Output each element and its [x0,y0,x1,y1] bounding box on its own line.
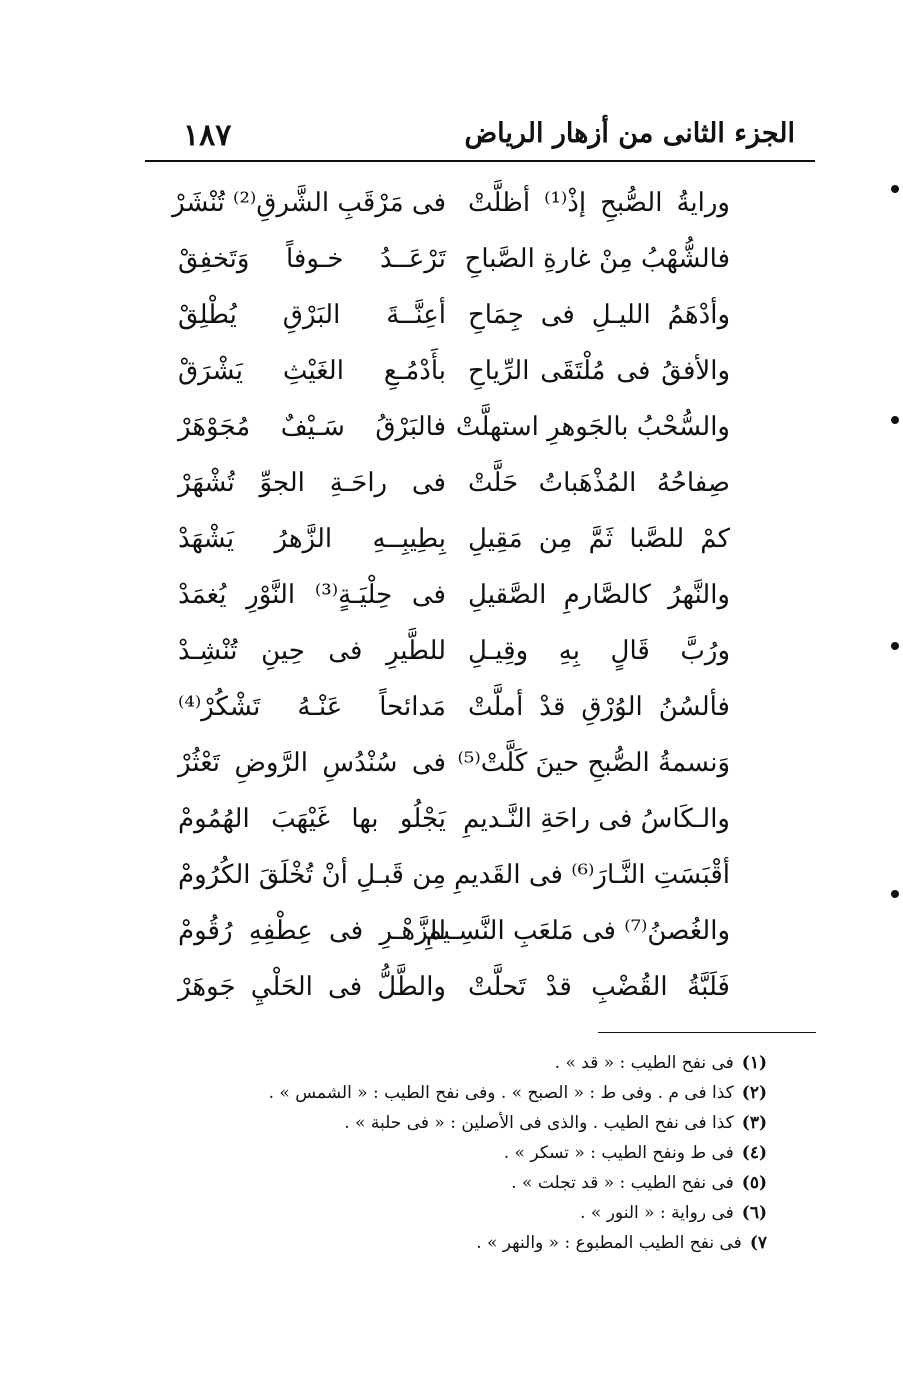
verse-line [178,524,730,580]
margin-dot [891,642,899,650]
first-hemistich: كمْ للصَّبا ثَمَّ مِن مَقِيلِ [468,524,730,554]
footnote-number: (٥) [741,1173,767,1193]
verse-line [172,188,730,244]
verse-line [178,300,730,356]
second-hemistich: والطَّلُّ فى الحَلْيِ جَوهَرْ [178,972,446,1002]
verse-line [178,356,730,412]
verse-line [178,580,730,636]
second-hemistich: فالبَرْقُ سَـيْفٌ مُجَوْهَرْ [178,412,446,442]
second-hemistich: للطَّيرِ فى حِينِ تُنْشِـدْ [178,636,446,666]
verse-line [178,468,730,524]
verse-line [178,636,730,692]
running-title: الجزء الثانى من أزهار الرياض [464,118,795,149]
first-hemistich: والغُصنُ⁽⁷⁾ فى مَلعَبِ النَّسِـيمِ [425,916,730,946]
footnote-number: (٢) [741,1083,767,1103]
first-hemistich: صِفاحُهُ المُذْهَباتُ حَلَّتْ [468,468,730,498]
footnote-text: فى ط ونفح الطيب : « تسكر » . [503,1143,734,1163]
first-hemistich: ورُبَّ قَالٍ بِهِ وقِيـلِ [468,636,730,666]
footnote-rule [598,1032,816,1033]
verse-line [178,412,730,468]
margin-dot [891,890,899,898]
verse-line [178,916,730,972]
header-rule [145,160,815,162]
second-hemistich: يَجْلُو بها غَيْهَبَ الهُمُومْ [178,804,446,834]
footnote [127,1168,767,1198]
first-hemistich: والأفقُ فى مُلْتَقَى الرِّياحِ [468,356,730,386]
footnote [127,1138,767,1168]
first-hemistich: وأدْهَمُ الليـلِ فى جِمَاحِ [468,300,730,330]
verse-line [178,804,730,860]
footnote-text: فى نفح الطيب : « قد » . [554,1053,734,1073]
second-hemistich: أعِنَّــةَ البَرْقِ يُطْلِقْ [178,300,446,330]
footnotes [127,1048,767,1258]
first-hemistich: والسُّحْبُ بالجَوهرِ استهلَّتْ [455,412,730,442]
page-header [145,112,815,160]
first-hemistich: أقْبَسَتِ النَّـارَ⁽⁶⁾ فى القَديمِ [454,860,730,890]
footnote [127,1078,767,1108]
margin-dot [891,416,899,424]
footnote-number: (٤) [741,1143,767,1163]
footnote-text: فى نفح الطيب : « قد تجلت » . [511,1173,734,1193]
first-hemistich: فالشُّهْبُ مِنْ غارةِ الصَّباحِ [464,244,730,274]
footnote-text: كذا فى م . وفى ط : « الصبح » . وفى نفح الطيب : « الشمس » . [268,1083,734,1103]
second-hemistich: فى حِلْيَـةٍ⁽³⁾ النَّوْرِ يُغمَدْ [178,580,446,610]
verse-line [178,748,730,804]
footnote-number: (٣) [741,1113,767,1133]
second-hemistich: تَرْعَــدُ خـوفاً وَتَخفِقْ [178,244,446,274]
verse-line [178,860,730,916]
footnote-number: (١) [741,1053,767,1073]
first-hemistich: ورايةُ الصُّبحِ إذْ⁽¹⁾ أظلَّتْ [468,188,730,218]
second-hemistich: بِطِيبِــهِ الزَّهرُ يَشْهَدْ [178,524,446,554]
first-hemistich: فَلَبَّةُ القُضْبِ قدْ تَحلَّتْ [468,972,730,1002]
first-hemistich: فألسُنُ الوُرْقِ قدْ أملَّتْ [468,692,730,722]
verse-line [178,972,730,1028]
first-hemistich: وَنسمةُ الصُّبحِ حينَ كَلَّتْ⁽⁵⁾ [457,748,730,778]
footnote [127,1108,767,1138]
footnote-number: (٦) [741,1203,767,1223]
second-hemistich: فى مَرْقَبِ الشَّرقِ⁽²⁾ تُنْشَرْ [172,188,446,218]
second-hemistich: مَدائحاً عَنْـهُ تَشْكُرْ⁽⁴⁾ [178,692,446,722]
footnote [127,1198,767,1228]
footnote-text: فى نفح الطيب المطبوع : « والنهر » . [476,1233,742,1253]
second-hemistich: فى سُنْدُسِ الرَّوضِ تَعْثُرْ [178,748,446,778]
second-hemistich: للزَّهْـرِ فى عِطْفِهِ رُقُومْ [178,916,446,946]
footnote-text: كذا فى نفح الطيب . والذى فى الأصلين : « فى حلبة » . [344,1113,734,1133]
second-hemistich: فى راحَـةِ الجوِّ تُشْهَرْ [178,468,446,498]
verse-line [178,244,730,300]
first-hemistich: والنَّهرُ كالصَّارمِ الصَّقيلِ [468,580,730,610]
first-hemistich: والـكَاسُ فى راحَةِ النَّـديمِ [463,804,730,834]
page-number: ١٨٧ [183,118,232,153]
second-hemistich: بأَدْمُـعِ الغَيْثِ يَشْرَقْ [178,356,446,386]
verse-line [178,692,730,748]
margin-dot [891,185,899,193]
footnote [127,1228,767,1258]
second-hemistich: مِن قَبـلِ أنْ تُخْلَقَ الكُرُومْ [178,860,446,890]
footnote-number: ٧) [749,1233,767,1253]
footnote-text: فى رواية : « النور » . [580,1203,734,1223]
footnote [127,1048,767,1078]
